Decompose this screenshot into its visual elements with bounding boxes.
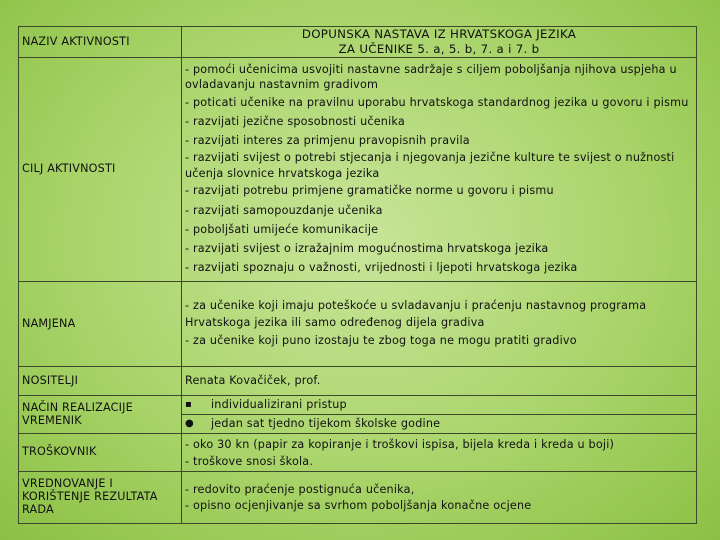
nositelji-value: Renata Kovačiček, prof.	[182, 367, 697, 396]
row-vrednovanje	[19, 472, 697, 524]
title-line-2: ZA UČENIKE 5. a, 5. b, 7. a i 7. b	[338, 42, 540, 56]
list-item: - za učenike koji puno izostaju te zbog toga ne mogu pratiti gradivo	[185, 334, 577, 347]
list-item: - pomoći učenicima usvojiti nastavne sadržaje s ciljem poboljšanja njihova uspjeha u ovladavanju nastavnim gradivom	[185, 62, 677, 92]
bullet-icon: ▪	[185, 398, 192, 410]
list-item: - za učenike koji imaju poteškoće u svladavanju i praćenju nastavnog programa Hrvatskoga jezika ili samo određenog dijela gradiva	[185, 299, 647, 329]
row-troskovnik	[19, 434, 697, 472]
list-item-text: jedan sat tjedno tijekom školske godine	[211, 416, 441, 430]
list-item: - razvijati samopouzdanje učenika	[185, 203, 383, 217]
list-item	[185, 396, 693, 414]
activity-title	[182, 27, 697, 58]
activity-plan-table	[18, 26, 697, 524]
row-nacin	[19, 396, 697, 434]
nacin-list	[182, 396, 697, 434]
list-item: - razvijati jezične sposobnosti učenika	[185, 114, 405, 128]
label-nositelji: NOSITELJI	[19, 367, 182, 396]
troskovnik-list	[182, 434, 697, 472]
label-cilj: CILJ AKTIVNOSTI	[19, 58, 182, 282]
row-namjena	[19, 282, 697, 367]
list-item: - poticati učenike na pravilnu uporabu hrvatskoga standardnog jezika u govoru i pismu	[185, 95, 689, 109]
namjena-list	[182, 282, 697, 367]
label-vrednovanje: VREDNOVANJE I KORIŠTENJE REZULTATA RADA	[19, 472, 182, 524]
bullet-icon: ●	[185, 417, 194, 429]
list-item-text: individualizirani pristup	[211, 397, 347, 411]
list-item: - razvijati spoznaju o važnosti, vrijednosti i ljepoti hrvatskoga jezika	[185, 261, 578, 275]
label-nacin: NAČIN REALIZACIJE VREMENIK	[19, 396, 182, 434]
list-item: - oko 30 kn (papir za kopiranje i troškovi ispisa, bijela kreda i kreda u boji)	[185, 437, 615, 451]
label-naziv: NAZIV AKTIVNOSTI	[19, 27, 182, 58]
list-item: - redovito praćenje postignuća učenika,	[185, 482, 415, 496]
list-item: - razvijati svijest o potrebi stjecanja i njegovanja jezične kulture te svijest o nužnosti učenja slovnice hrvatskoga jezika	[185, 151, 675, 180]
label-namjena: NAMJENA	[19, 282, 182, 367]
list-item: - poboljšati umijeće komunikacije	[185, 222, 379, 236]
list-item: - troškove snosi škola.	[185, 454, 314, 468]
row-nositelji	[19, 367, 697, 396]
row-naziv	[19, 27, 697, 58]
label-troskovnik: TROŠKOVNIK	[19, 434, 182, 472]
title-line-1: DOPUNSKA NASTAVA IZ HRVATSKOGA JEZIKA	[301, 27, 577, 41]
vrednovanje-list	[182, 472, 697, 524]
list-item: - razvijati potrebu primjene gramatičke norme u govoru i pismu	[185, 184, 554, 198]
list-item: - opisno ocjenjivanje sa svrhom poboljšanja konačne ocjene	[185, 498, 532, 512]
row-cilj	[19, 58, 697, 282]
cilj-list	[182, 58, 697, 282]
list-item	[182, 414, 696, 433]
list-item: - razvijati interes za primjenu pravopisnih pravila	[185, 134, 470, 148]
list-item: - razvijati svijest o izražajnim mogućnostima hrvatskoga jezika	[185, 241, 549, 255]
